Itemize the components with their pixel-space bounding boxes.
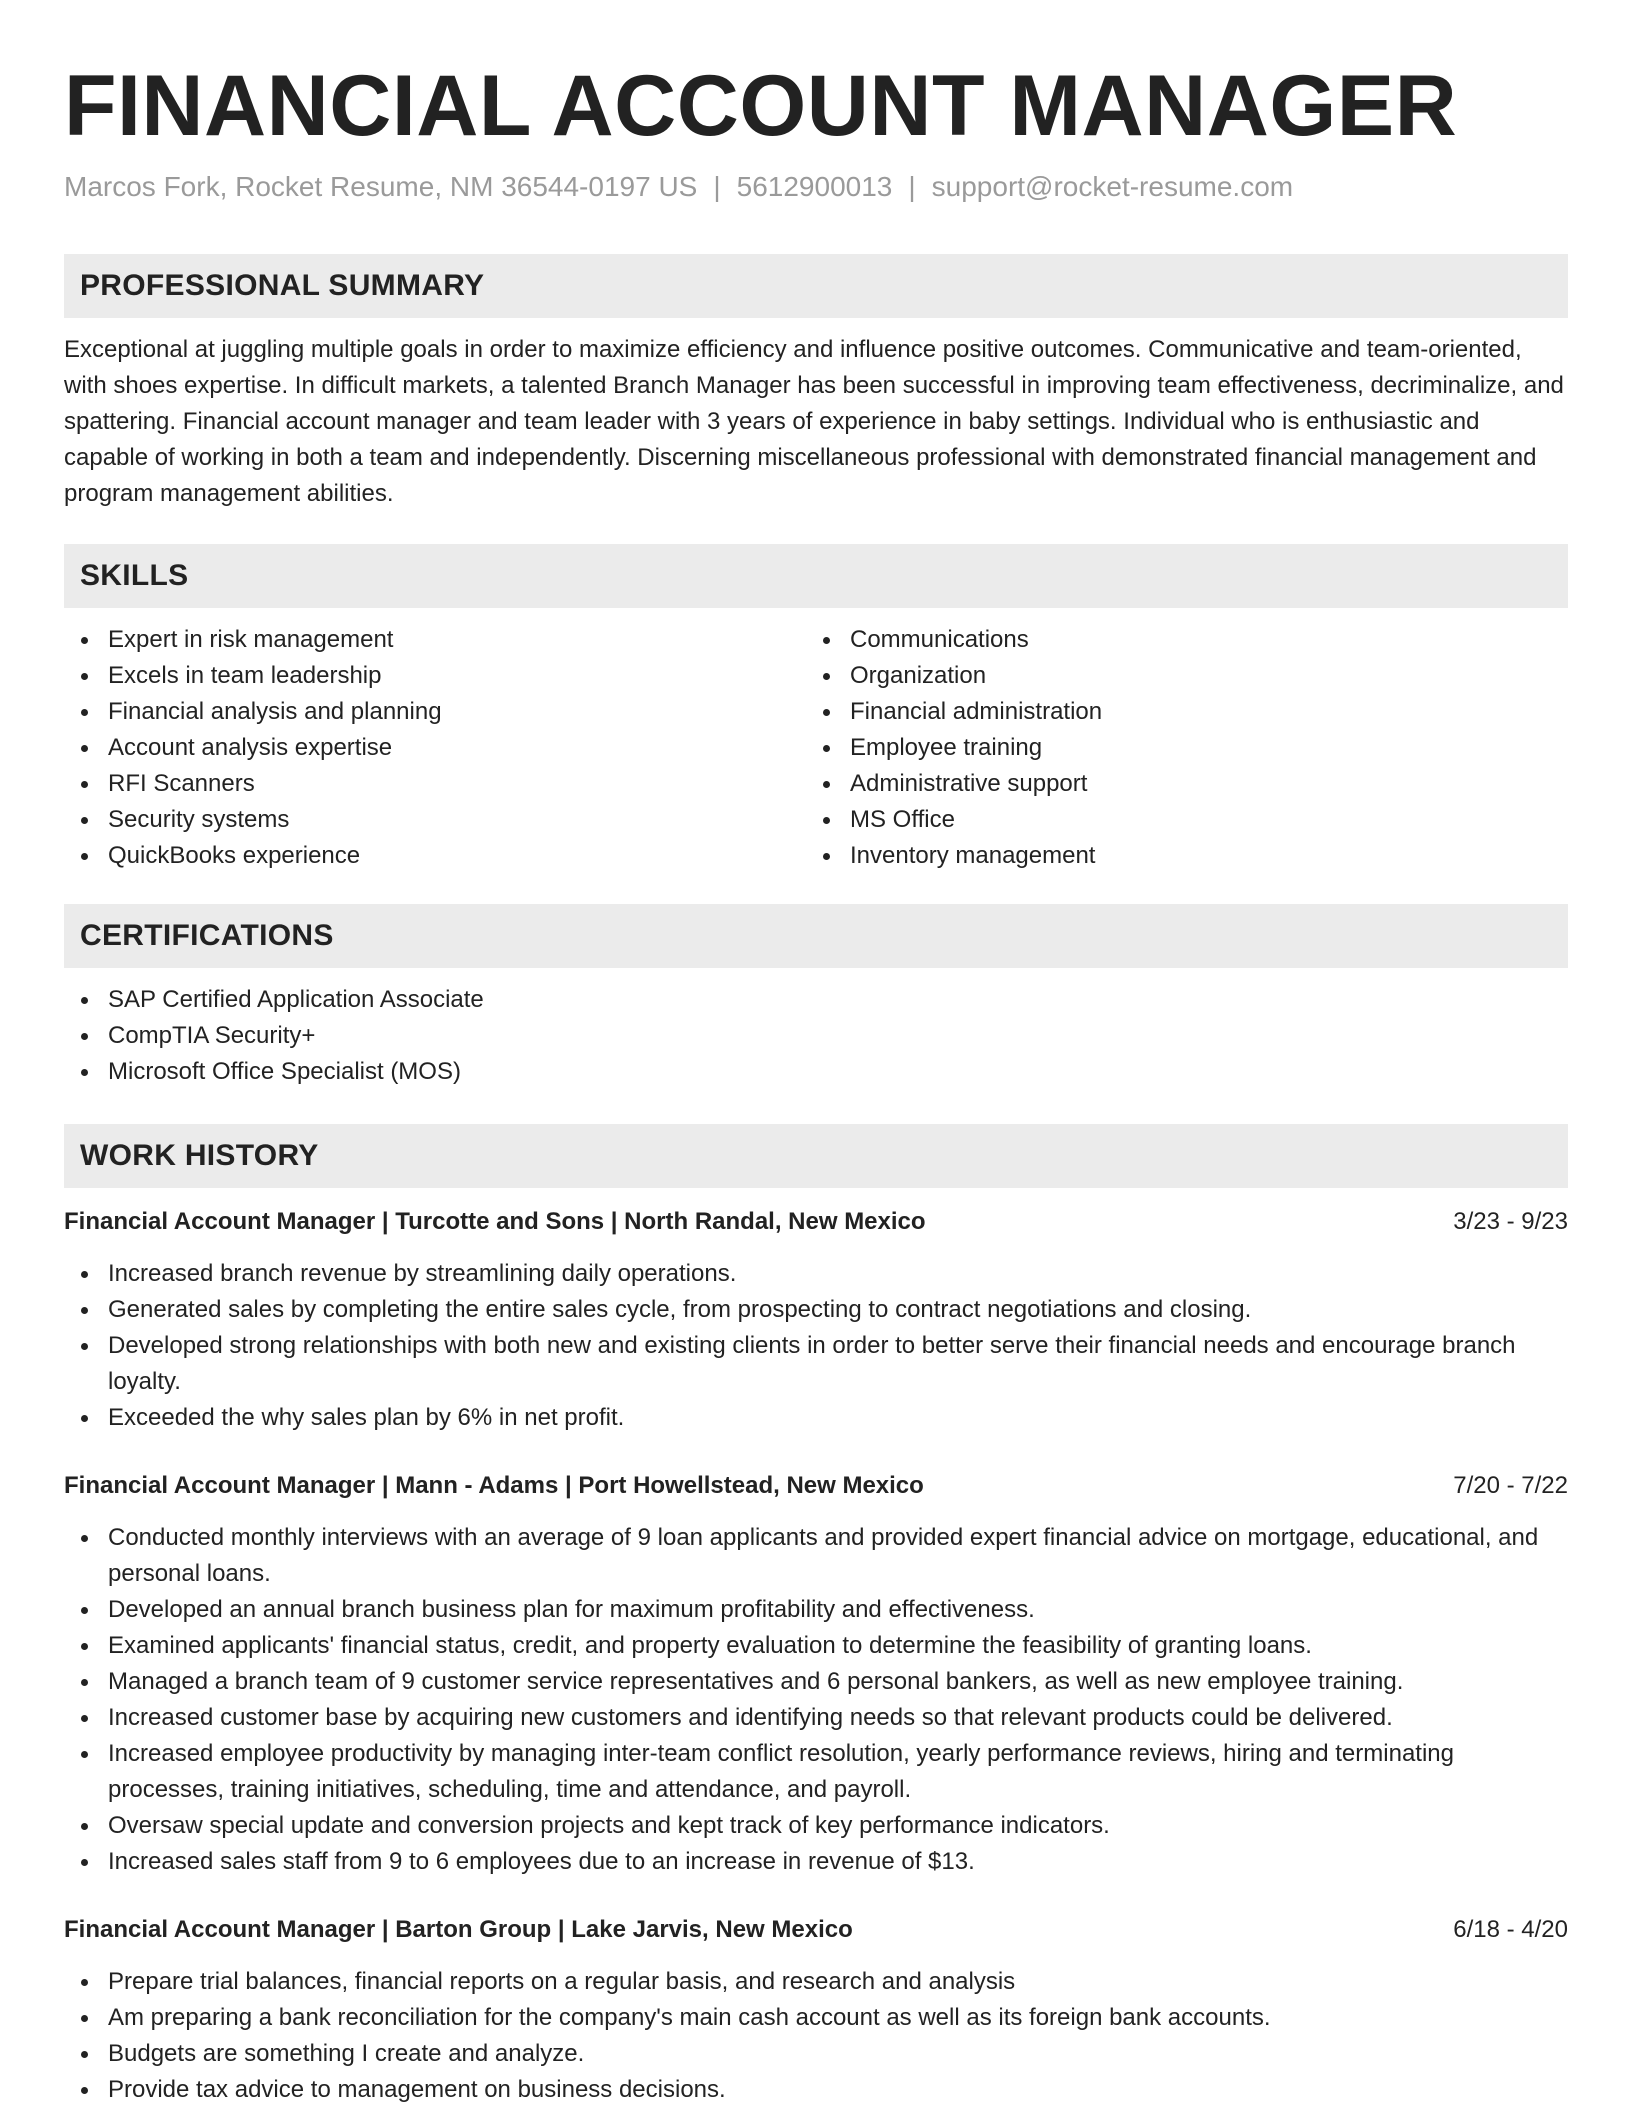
contact-separator: | xyxy=(713,171,721,202)
skill-item: QuickBooks experience xyxy=(64,838,806,874)
job-bullet: Developed strong relationships with both new and existing clients in order to better serve their financial needs and encourage branch loyalty. xyxy=(64,1328,1568,1400)
skill-item: Security systems xyxy=(64,802,806,838)
job-bullet: Provide tax advice to management on business decisions. xyxy=(64,2072,1568,2108)
contact-email: support@rocket-resume.com xyxy=(931,171,1294,202)
skill-item: Organization xyxy=(806,658,1548,694)
job-bullet: Prepare trial balances, financial reports on a regular basis, and research and analysis xyxy=(64,1964,1568,2000)
contact-address: Marcos Fork, Rocket Resume, NM 36544-0197 US xyxy=(64,171,698,202)
job-bullets xyxy=(64,1964,1568,2108)
job-bullet: Generated sales by completing the entire sales cycle, from prospecting to contract negotiations and closing. xyxy=(64,1292,1568,1328)
job-bullet: Oversaw special update and conversion projects and kept track of key performance indicators. xyxy=(64,1808,1568,1844)
job-bullet: Examined applicants' financial status, credit, and property evaluation to determine the feasibility of granting loans. xyxy=(64,1628,1568,1664)
job-header xyxy=(64,1468,1568,1504)
job-bullet: Conducted monthly interviews with an average of 9 loan applicants and provided expert financial advice on mortgage, educational, and personal loans. xyxy=(64,1520,1568,1592)
skill-item: Administrative support xyxy=(806,766,1548,802)
skill-item: Financial analysis and planning xyxy=(64,694,806,730)
contact-separator: | xyxy=(908,171,916,202)
certification-item: CompTIA Security+ xyxy=(64,1018,1568,1054)
skill-item: Expert in risk management xyxy=(64,622,806,658)
job-entry xyxy=(64,1912,1568,2108)
job-entry xyxy=(64,1468,1568,1880)
job-bullet: Developed an annual branch business plan for maximum profitability and effectiveness. xyxy=(64,1592,1568,1628)
job-bullet: Managed a branch team of 9 customer service representatives and 6 personal bankers, as well as new employee training. xyxy=(64,1664,1568,1700)
job-bullet: Increased employee productivity by managing inter-team conflict resolution, yearly performance reviews, hiring and terminating processes, training initiatives, scheduling, time and attendance, and payroll. xyxy=(64,1736,1568,1808)
job-bullet: Am preparing a bank reconciliation for the company's main cash account as well as its foreign bank accounts. xyxy=(64,2000,1568,2036)
skill-item: MS Office xyxy=(806,802,1548,838)
job-dates: 7/20 - 7/22 xyxy=(1453,1472,1568,1499)
contact-line xyxy=(64,170,1568,204)
skills-column-left xyxy=(64,622,806,874)
section-header-summary: PROFESSIONAL SUMMARY xyxy=(64,254,1568,318)
job-bullet: Exceeded the why sales plan by 6% in net profit. xyxy=(64,1400,1568,1436)
certification-item: SAP Certified Application Associate xyxy=(64,982,1568,1018)
contact-phone: 5612900013 xyxy=(736,171,893,202)
job-dates: 6/18 - 4/20 xyxy=(1453,1916,1568,1943)
job-bullets xyxy=(64,1520,1568,1880)
skills-grid xyxy=(64,622,1568,874)
job-bullet: Increased branch revenue by streamlining daily operations. xyxy=(64,1256,1568,1292)
job-bullet: Increased sales staff from 9 to 6 employees due to an increase in revenue of $13. xyxy=(64,1844,1568,1880)
job-entry xyxy=(64,1204,1568,1436)
resume-name: FINANCIAL ACCOUNT MANAGER xyxy=(64,58,1458,154)
skill-item: Account analysis expertise xyxy=(64,730,806,766)
summary-text: Exceptional at juggling multiple goals in order to maximize efficiency and influence positive outcomes. Communicative and team-oriented, with shoes expertise. In difficult markets, a talented Branch Manager has been successful in improving team effectiveness, decriminalize, and spattering. Financial account manager and team leader with 3 years of experience in baby settings. Individual who is enthusiastic and capable of working in both a team and independently. Discerning miscellaneous professional with demonstrated financial management and program management abilities. xyxy=(64,336,1564,507)
job-header xyxy=(64,1204,1568,1240)
job-title: Financial Account Manager | Turcotte and Sons | North Randal, New Mexico xyxy=(64,1208,926,1235)
job-bullet: Budgets are something I create and analyze. xyxy=(64,2036,1568,2072)
skill-item: Employee training xyxy=(806,730,1548,766)
certification-item: Microsoft Office Specialist (MOS) xyxy=(64,1054,1568,1090)
job-bullet: Increased customer base by acquiring new customers and identifying needs so that relevant products could be delivered. xyxy=(64,1700,1568,1736)
skill-item: Excels in team leadership xyxy=(64,658,806,694)
section-header-skills: SKILLS xyxy=(64,544,1568,608)
section-header-certifications: CERTIFICATIONS xyxy=(64,904,1568,968)
job-title: Financial Account Manager | Mann - Adams | Port Howellstead, New Mexico xyxy=(64,1472,924,1499)
skill-item: Inventory management xyxy=(806,838,1548,874)
skill-item: Financial administration xyxy=(806,694,1548,730)
skills-column-right xyxy=(806,622,1548,874)
job-dates: 3/23 - 9/23 xyxy=(1453,1208,1568,1235)
certifications-list xyxy=(64,982,1568,1090)
skill-item: RFI Scanners xyxy=(64,766,806,802)
resume-page xyxy=(64,0,1568,2108)
section-header-work-history: WORK HISTORY xyxy=(64,1124,1568,1188)
job-bullets xyxy=(64,1256,1568,1436)
skill-item: Communications xyxy=(806,622,1548,658)
job-title: Financial Account Manager | Barton Group | Lake Jarvis, New Mexico xyxy=(64,1916,853,1943)
job-header xyxy=(64,1912,1568,1948)
